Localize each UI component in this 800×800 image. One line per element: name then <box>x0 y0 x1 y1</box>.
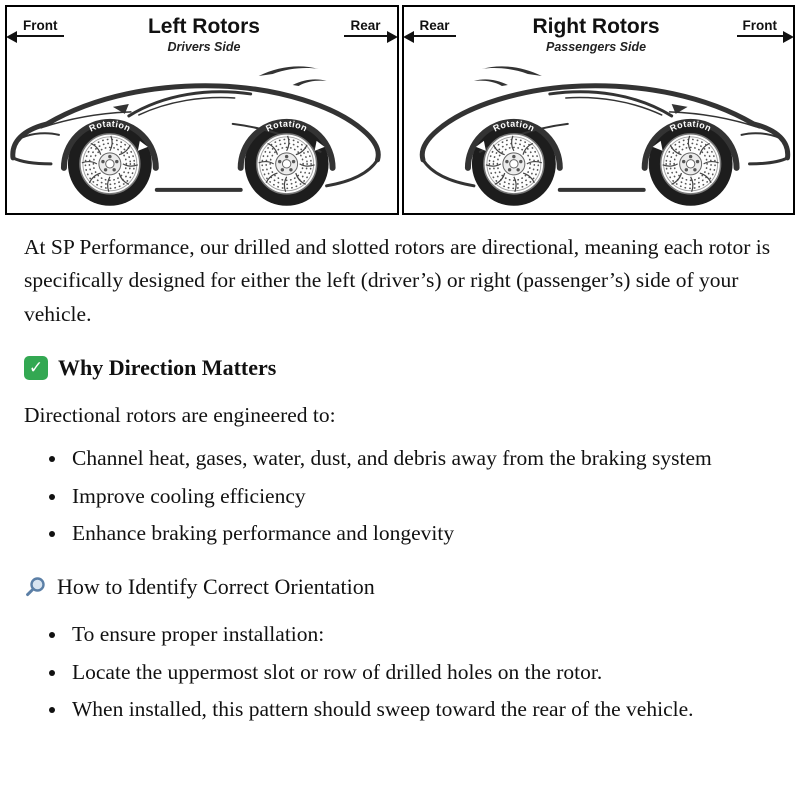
front-direction-label: Front <box>737 18 784 37</box>
passengers-side-subtitle: Passengers Side <box>545 40 647 55</box>
left-rotors-title: Left Rotors <box>147 15 260 38</box>
rotor-direction-diagram <box>0 0 800 215</box>
how-to-identify-heading <box>24 570 774 604</box>
right-rotors-title: Right Rotors <box>532 15 660 38</box>
left-car-illustration <box>7 58 397 210</box>
bullet-item: • Improve cooling efficiency <box>68 480 774 513</box>
article-body <box>0 215 800 762</box>
left-panel-header <box>7 7 397 56</box>
how-bullet-list <box>24 618 774 726</box>
magnifier-icon <box>24 576 47 599</box>
rotation-label: Rotation <box>667 118 713 134</box>
right-car-illustration <box>404 58 794 210</box>
left-rotors-panel <box>5 5 399 215</box>
intro-paragraph: At SP Performance, our drilled and slotted rotors are directional, meaning each rotor is specifically designed for either the left (driver’s) or right (passenger’s) side of your vehicle. <box>24 235 771 326</box>
rotation-label: Rotation <box>87 118 133 134</box>
why-bullet-list <box>24 442 774 550</box>
bullet-item: • When installed, this pattern should sweep toward the rear of the vehicle. <box>68 693 774 726</box>
bullet-item: • Locate the uppermost slot or row of drilled holes on the rotor. <box>68 656 774 689</box>
heading-text: How to Identify Correct Orientation <box>57 574 375 600</box>
rear-direction-label: Rear <box>414 18 456 37</box>
rear-direction-label: Rear <box>344 18 386 37</box>
why-direction-matters-heading <box>24 351 774 385</box>
check-icon: ✓ <box>24 356 48 380</box>
bullet-item: • Enhance braking performance and longevity <box>68 517 774 550</box>
engineered-to-lead: Directional rotors are engineered to: <box>24 403 336 428</box>
drivers-side-subtitle: Drivers Side <box>167 40 241 55</box>
bullet-item: • Channel heat, gases, water, dust, and debris away from the braking system <box>68 442 774 475</box>
heading-text: Why Direction Matters <box>58 354 277 380</box>
rotation-label: Rotation <box>264 118 310 134</box>
right-panel-header <box>404 7 794 56</box>
right-panel-titles <box>532 15 659 56</box>
front-direction-label: Front <box>17 18 64 37</box>
rotation-label: Rotation <box>490 118 536 134</box>
right-rotors-panel <box>402 5 796 215</box>
left-panel-titles <box>148 15 260 56</box>
bullet-item: • To ensure proper installation: <box>68 618 774 651</box>
